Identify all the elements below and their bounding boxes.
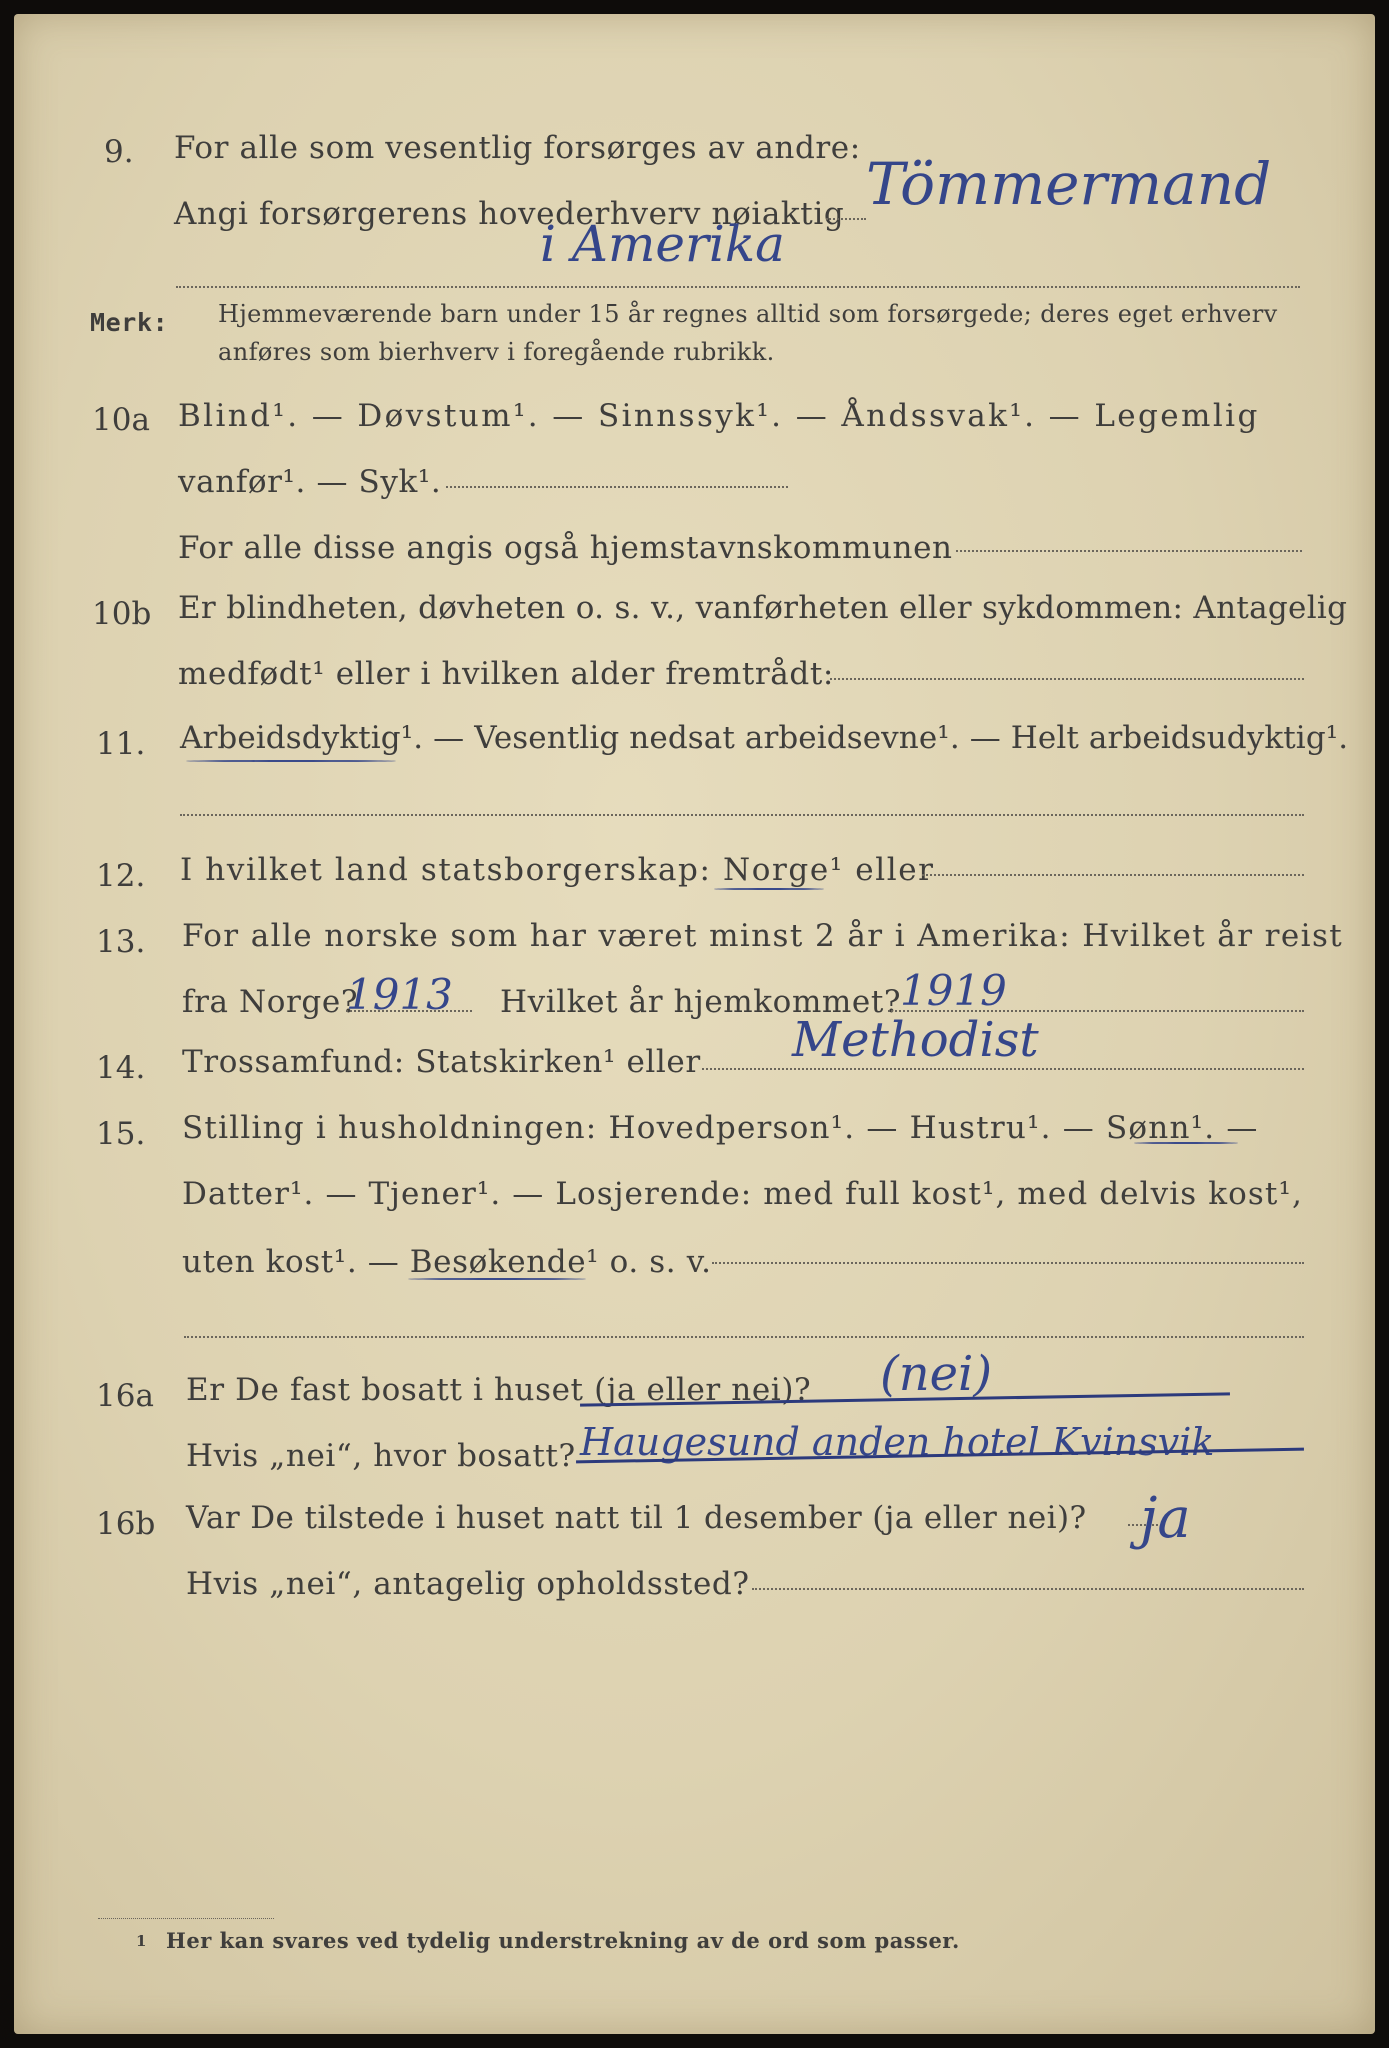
q14-line1: Trossamfund: Statskirken¹ eller — [182, 1044, 701, 1080]
q10a-fill-line — [446, 486, 788, 488]
q13-line2a: fra Norge? — [182, 984, 359, 1020]
q12-number: 12. — [96, 858, 146, 894]
q9-answer-occupation: Tömmermand — [866, 150, 1272, 218]
q14-fill-line — [702, 1068, 1304, 1070]
q11-number: 11. — [96, 726, 146, 762]
q14-number: 14. — [96, 1050, 146, 1086]
q9-line1: For alle som vesentlig forsørges av andre: — [174, 130, 861, 166]
q15-underline-besokende — [408, 1278, 586, 1280]
q15-line2: Datter¹. — Tjener¹. — Losjerende: med full kost¹, med delvis kost¹, — [182, 1176, 1303, 1212]
q15-underline-sonn — [1134, 1142, 1238, 1144]
q15-fill-line-2 — [184, 1336, 1304, 1338]
q15-line3: uten kost¹. — Besøkende¹ o. s. v. — [182, 1244, 712, 1280]
q10a-line3: For alle disse angis også hjemstavnskommunen — [178, 530, 953, 566]
q16b-answer-present: ja — [1140, 1486, 1191, 1551]
q13-answer-returned: 1919 — [900, 966, 1007, 1015]
q10b-number: 10b — [92, 596, 152, 632]
q16a-line2: Hvis „nei“, hvor bosatt? — [186, 1438, 576, 1474]
q16a-line1: Er De fast bosatt i huset (ja eller nei)? — [186, 1372, 812, 1408]
q15-fill-line — [712, 1262, 1304, 1264]
q16a-number: 16a — [96, 1378, 154, 1414]
q16b-line1: Var De tilstede i huset natt til 1 desember (ja eller nei)? — [186, 1500, 1087, 1536]
q11-underline-arbeidsdyktig — [186, 760, 396, 762]
q11-fill-line — [180, 814, 1304, 816]
q11-line1: Arbeidsdyktig¹. — Vesentlig nedsat arbeidsevne¹. — Helt arbeidsudyktig¹. — [180, 720, 1349, 756]
q10b-fill-line — [830, 678, 1304, 680]
q13-number: 13. — [96, 924, 146, 960]
q12-line1: I hvilket land statsborgerskap: Norge¹ eller — [180, 852, 935, 888]
q13-answer-left: 1913 — [346, 970, 453, 1019]
q10b-line2: medfødt¹ eller i hvilken alder fremtrådt: — [178, 656, 834, 692]
q10a-fill-line-2 — [956, 550, 1302, 552]
q12-underline-norge — [714, 888, 824, 890]
q16a-answer-resident: (nei) — [880, 1346, 993, 1402]
q13-line2b: Hvilket år hjemkommet? — [500, 984, 902, 1020]
merk-label: Merk: — [90, 308, 169, 337]
footnote-text: Her kan svares ved tydelig understrekning av de ord som passer. — [166, 1928, 960, 1953]
q15-line1: Stilling i husholdningen: Hovedperson¹. — Hustru¹. — Sønn¹. — — [182, 1110, 1259, 1146]
q9-fill-line — [826, 218, 866, 220]
q10b-line1: Er blindheten, døvheten o. s. v., vanførheten eller sykdommen: Antagelig — [178, 590, 1348, 626]
q10a-line1: Blind¹. — Døvstum¹. — Sinnssyk¹. — Åndssvak¹. — Legemlig — [178, 398, 1260, 434]
q14-answer-religion: Methodist — [792, 1012, 1039, 1068]
merk-line1: Hjemmeværende barn under 15 år regnes alltid som forsørgede; deres eget erhverv — [218, 300, 1278, 328]
q9-answer-location: i Amerika — [540, 215, 785, 273]
footnote-rule — [98, 1918, 274, 1919]
q16a-answer-residence: Haugesund anden hotel Kvinsvik — [580, 1420, 1215, 1464]
q9-line2: Angi forsørgerens hovederhverv nøiaktig — [174, 196, 845, 232]
q10a-number: 10a — [92, 402, 150, 438]
q12-fill-line — [922, 874, 1304, 876]
q16b-line2: Hvis „nei“, antagelig opholdssted? — [186, 1566, 750, 1602]
q9-number: 9. — [104, 134, 134, 170]
q10a-line2: vanfør¹. — Syk¹. — [178, 464, 442, 500]
merk-line2: anføres som bierhverv i foregående rubrikk. — [218, 338, 775, 366]
q9-fill-line-2 — [176, 286, 1300, 288]
q16b-number: 16b — [96, 1506, 156, 1542]
q13-line1: For alle norske som har været minst 2 år i Amerika: Hvilket år reist — [182, 918, 1344, 954]
q13-fill-line-left — [346, 1010, 472, 1012]
q15-number: 15. — [96, 1116, 146, 1152]
footnote-mark: 1 — [136, 1932, 147, 1950]
q16b-fill-line-2 — [752, 1588, 1304, 1590]
